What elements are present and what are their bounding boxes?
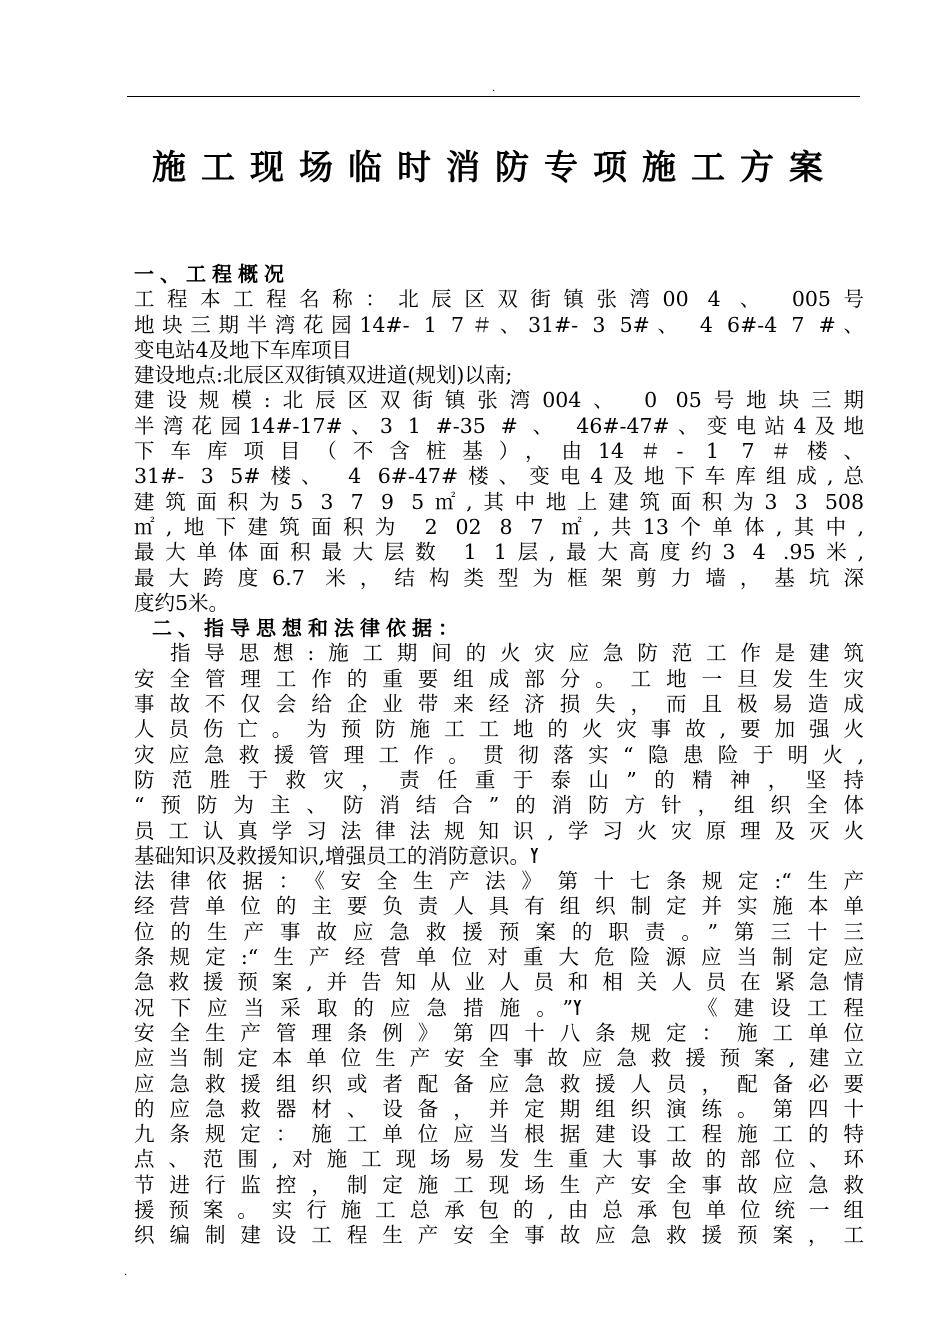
paragraph-line: 基础知识及救援知识,增强员工的消防意识。ߌ (134, 843, 539, 868)
document-body (134, 262, 864, 1249)
paragraph-line: 位的生产事故应急救援预案的职责。”第三十三 (134, 919, 864, 944)
paragraph-line: 应当制定本单位生产安全事故应急救援预案,建立 (134, 1046, 864, 1071)
paragraph-line: 条规定:“生产经营单位对重大危险源应当制定应 (134, 945, 864, 970)
paragraph-line: 法律依据：《安全生产法》第十七条规定:“生产 (134, 869, 864, 894)
paragraph-line: 急救援预案,并告知从业人员和相关人员在紧急情 (134, 970, 864, 995)
paragraph-line: 点、范围,对施工现场易发生重大事故的部位、环 (134, 1147, 864, 1172)
paragraph-line: 建设规模:北辰区双街镇张湾004、 0 05号地块三期 (134, 388, 864, 413)
paragraph-line: 织编制建设工程生产安全事故应急救援预案，工 (134, 1223, 864, 1248)
paragraph-line: 灾应急救援管理工作。贯彻落实“隐患险于明火, (134, 742, 864, 767)
paragraph-line: 下车库项目（不含桩基），由14＃- 1 7＃楼、 (134, 439, 864, 464)
paragraph-line: 工程本工程名称：北辰区双街镇张湾00 4 、 005号 (134, 287, 864, 312)
paragraph-line: 最大单体面积最大层数 1 1层,最大高度约3 4 .95米, (134, 540, 864, 565)
header-dot: . (492, 83, 496, 94)
paragraph-line: 应急救援组织或者配备应急救援人员，配备必要 (134, 1071, 864, 1096)
paragraph-line: 节进行监控，制定施工现场生产安全事故应急救 (134, 1172, 864, 1197)
paragraph-line: 防范胜于救灾，责任重于泰山”的精神，坚持 (134, 767, 864, 792)
paragraph-line: 援预案。实行施工总承包的,由总承包单位统一组 (134, 1197, 864, 1222)
paragraph-line: 变电站4及地下车库项目 (134, 337, 353, 362)
paragraph-line: 建筑面积为5 3 7 9 5㎡,其中地上建筑面积为3 3 508 (134, 489, 864, 514)
paragraph-line: 的应急救器材、设备，并定期组织演练。第四十 (134, 1096, 864, 1121)
paragraph-line: 经营单位的主要负责人具有组织制定并实施本单 (134, 894, 864, 919)
paragraph-line: 度约5米。 (134, 590, 230, 615)
paragraph-line: 31#- 3 5#楼、 4 6#-47#楼、变电4及地下车库组成,总 (134, 464, 864, 489)
footer-dot: . (124, 1267, 128, 1278)
paragraph-line: 指导思想:施工期间的火灾应急防范工作是建筑 (170, 641, 864, 666)
paragraph-line: 人员伤亡。为预防施工工地的火灾事故,要加强火 (134, 717, 864, 742)
paragraph-line: ㎡,地下建筑面积为 2 02 8 7 ㎡,共13个单体,其中, (134, 514, 864, 539)
paragraph-line: 安全管理工作的重要组成部分。工地一旦发生灾 (134, 666, 864, 691)
header-rule (127, 96, 860, 97)
paragraph-line: 事故不仅会给企业带来经济损失，而且极易造成 (134, 692, 864, 717)
page-title: 施工现场临时消防专项施工方案 (152, 148, 838, 188)
paragraph-line: 建设地点:北辰区双街镇双进道(规划)以南; (134, 363, 513, 388)
paragraph-line: 最大跨度6.7 米，结构类型为框架剪力墙，基坑深 (134, 565, 864, 590)
paragraph-line: 九条规定：施工单位应当根据建设工程施工的特 (134, 1122, 864, 1147)
section-heading-overview: 一、工程概况 (134, 262, 290, 286)
paragraph-line: 地块三期半湾花园14#- 1 7＃、31#- 3 5#、 4 6#-4 7 #、 (134, 312, 864, 337)
paragraph-line: “预防为主、防消结合”的消防方针，组织全体 (134, 793, 864, 818)
paragraph-line: 安全生产管理条例》第四十八条规定：施工单位 (134, 1020, 864, 1045)
paragraph-line: 况下应当采取的应急措施。”ߌ 《建设工程 (134, 995, 864, 1020)
section-heading-guidance: 二、指导思想和法律依据： (152, 616, 464, 641)
paragraph-line: 半湾花园14#-17#、3 1 #-35 # 、 46#-47#、变电站4及地 (134, 413, 864, 438)
paragraph-line: 员工认真学习法律法规知识,学习火灾原理及灭火 (134, 818, 864, 843)
